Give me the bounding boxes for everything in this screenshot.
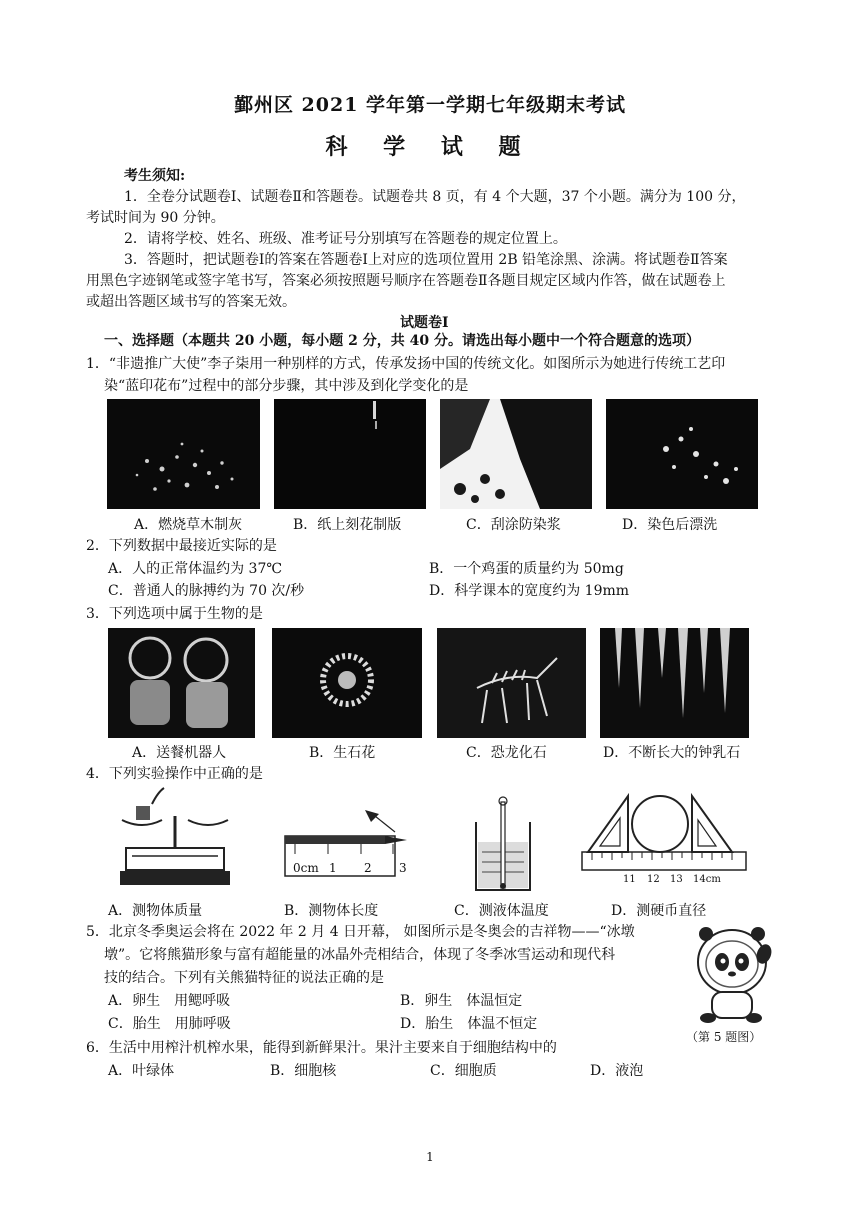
volume-heading: 试题卷Ⅰ <box>400 315 449 331</box>
q6-option-a: A．叶绿体 <box>108 1063 175 1079</box>
q4-option-b: B．测物体长度 <box>284 903 379 919</box>
q3-option-a: A．送餐机器人 <box>132 745 227 761</box>
q3-photo-c <box>437 628 586 738</box>
q4-ruler-b-label-1: 1 <box>329 861 337 875</box>
notice-heading: 考生须知: <box>124 168 186 184</box>
q1-stem-line-2: 染“蓝印花布”过程中的部分步骤，其中涉及到化学变化的是 <box>104 378 469 394</box>
q5-figure-caption: （第 5 题图） <box>686 1030 762 1044</box>
q1-photo-d <box>606 399 758 509</box>
q2-option-a: A．人的正常体温约为 37℃ <box>108 561 283 577</box>
q2-stem: 2．下列数据中最接近实际的是 <box>86 538 277 554</box>
q3-photo-d <box>600 628 749 738</box>
q1-photo-a <box>107 399 260 509</box>
q4-ruler-d-label-1: 12 <box>647 874 660 885</box>
q5-stem-line-1: 5．北京冬季奥运会将在 2022 年 2 月 4 日开幕， 如图所示是冬奥会的吉祥物——“冰墩 <box>86 924 635 940</box>
q4-option-a: A．测物体质量 <box>108 903 203 919</box>
q6-option-c: C．细胞质 <box>430 1063 497 1079</box>
q3-photo-a <box>108 628 255 738</box>
q1-photo-b <box>274 399 426 509</box>
q6-option-b: B．细胞核 <box>270 1063 337 1079</box>
q1-option-b: B．纸上刻花制版 <box>293 517 402 533</box>
q3-option-d: D．不断长大的钟乳石 <box>603 745 741 761</box>
notice-item-3-line-3: 或超出答题区域书写的答案无效。 <box>86 294 296 310</box>
q4-option-c: C．测液体温度 <box>454 903 549 919</box>
notice-item-3-line-2: 用黑色字迹钢笔或签字笔书写，答案必须按照题号顺序在答题卷Ⅱ各题目规定区域内作答，做在试题卷上 <box>86 273 726 289</box>
q3-option-b: B．生石花 <box>309 745 376 761</box>
q4-option-d: D．测硬币直径 <box>611 903 707 919</box>
q4-balance-figure <box>112 786 237 891</box>
q5-stem-line-3: 技的结合。下列有关熊猫特征的说法正确的是 <box>104 970 384 986</box>
q4-ruler-b-label-2: 2 <box>364 861 372 875</box>
q4-beaker-figure <box>468 794 538 894</box>
section-heading: 一、选择题（本题共 20 小题，每小题 2 分，共 40 分。请选出每小题中一个符合题意的选项） <box>104 333 700 349</box>
q4-ruler-d-label-3: 14cm <box>693 874 721 885</box>
q2-option-c: C．普通人的脉搏约为 70 次/秒 <box>108 583 305 599</box>
q2-option-d: D．科学课本的宽度约为 19mm <box>429 583 630 599</box>
notice-item-2: 2．请将学校、姓名、班级、准考证号分别填写在答题卷的规定位置上。 <box>124 231 567 247</box>
notice-item-3-line-1: 3．答题时，把试题卷Ⅰ的答案在答题卷Ⅰ上对应的选项位置用 2B 铅笔涂黑、涂满。将试题卷Ⅱ答案 <box>124 252 728 268</box>
q4-ruler-b-label-0: 0cm <box>293 861 319 875</box>
q2-option-b: B．一个鸡蛋的质量约为 50mg <box>429 561 624 577</box>
q3-photo-b <box>272 628 422 738</box>
q6-option-d: D．液泡 <box>590 1063 644 1079</box>
q3-stem: 3．下列选项中属于生物的是 <box>86 606 263 622</box>
q5-option-c: C．胎生 用肺呼吸 <box>108 1016 231 1032</box>
q5-option-b: B．卵生 体温恒定 <box>400 993 523 1009</box>
q5-mascot-figure <box>690 922 778 1024</box>
q6-stem: 6．生活中用榨汁机榨水果，能得到新鲜果汁。果汁主要来自于细胞结构中的 <box>86 1040 557 1056</box>
q4-stem: 4．下列实验操作中正确的是 <box>86 766 263 782</box>
q3-option-c: C．恐龙化石 <box>466 745 547 761</box>
q1-photo-c <box>440 399 592 509</box>
q4-ruler-d-label-0: 11 <box>623 874 636 885</box>
q4-ruler-b-label-3: 3 <box>399 861 407 875</box>
notice-item-1-line-1: 1．全卷分试题卷Ⅰ、试题卷Ⅱ和答题卷。试题卷共 8 页，有 4 个大题，37 个小题。满分为 100 分， <box>124 189 746 205</box>
q1-option-d: D．染色后漂洗 <box>622 517 718 533</box>
q5-stem-line-2: 墩”。它将熊猫形象与富有超能量的冰晶外壳相结合，体现了冬季冰雪运动和现代科 <box>104 947 616 963</box>
q1-option-a: A．燃烧草木制灰 <box>134 517 243 533</box>
q1-option-c: C．刮涂防染浆 <box>466 517 561 533</box>
exam-subtitle: 科 学 试 题 <box>325 134 535 160</box>
exam-title: 鄞州区 2021 学年第一学期七年级期末考试 <box>233 94 627 116</box>
q4-coin-ruler-figure <box>580 792 748 872</box>
notice-item-1-line-2: 考试时间为 90 分钟。 <box>86 210 225 226</box>
q4-ruler-d-label-2: 13 <box>670 874 683 885</box>
q5-option-a: A．卵生 用鳃呼吸 <box>108 993 231 1009</box>
q5-option-d: D．胎生 体温不恒定 <box>400 1016 538 1032</box>
page-number: 1 <box>426 1150 434 1164</box>
q1-stem-line-1: 1．“非遗推广大使”李子柒用一种别样的方式，传承发扬中国的传统文化。如图所示为她进行传统工艺印 <box>86 356 726 372</box>
